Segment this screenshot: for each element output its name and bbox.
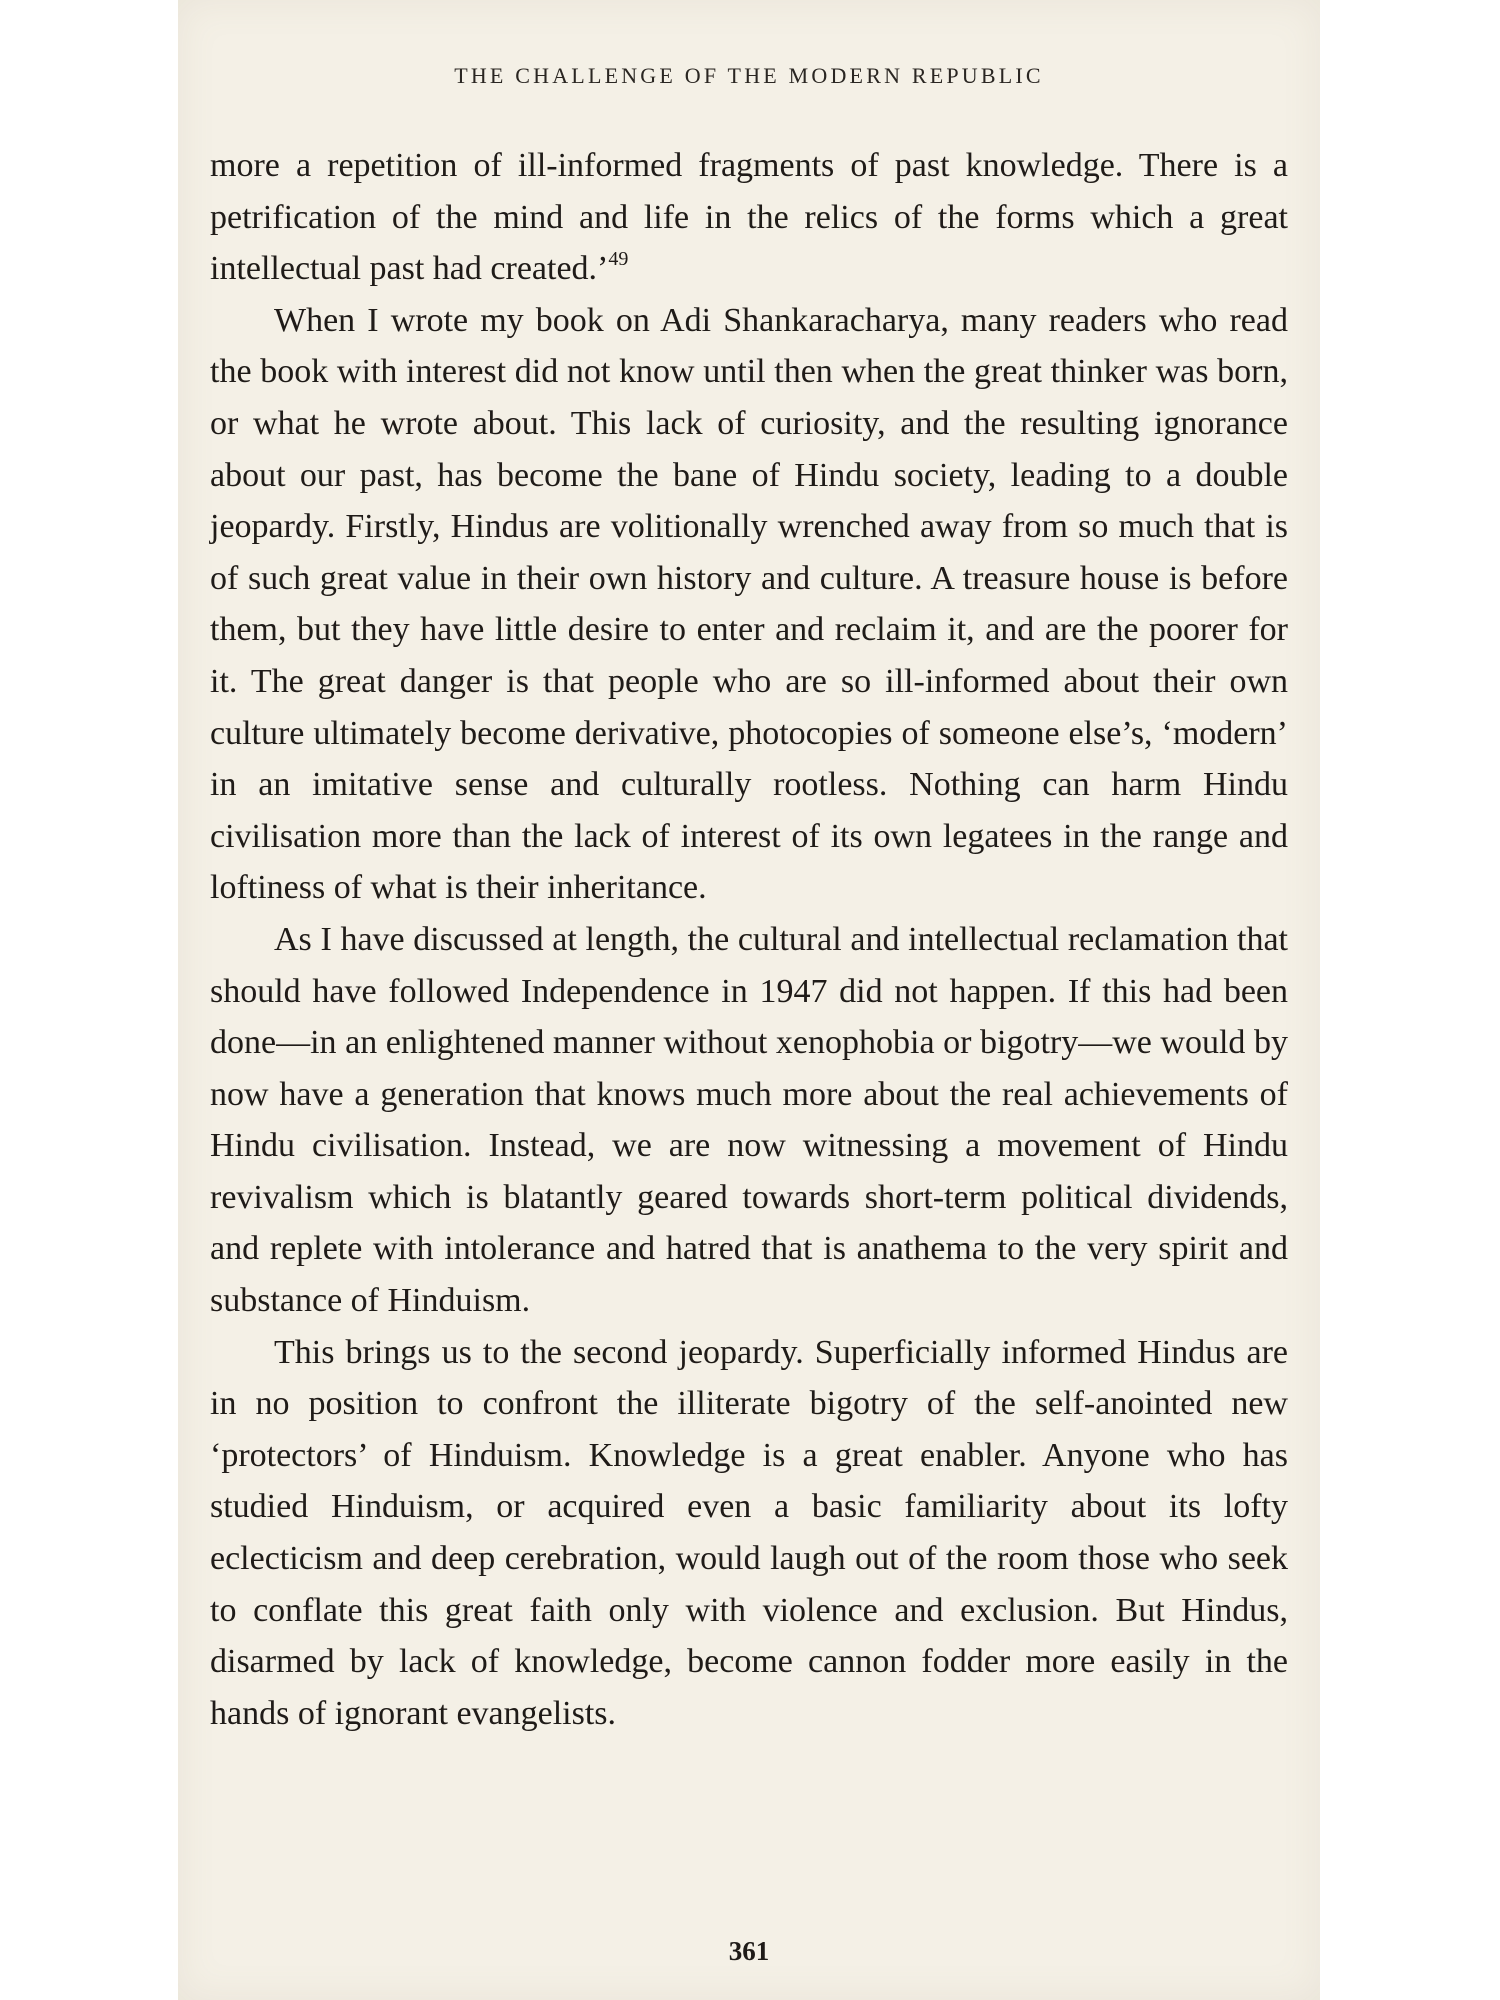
paragraph: When I wrote my book on Adi Shankaracharya, many readers who read the book with interest did not know until then when the great thinker was born, or what he wrote about. This lack of curiosity, and the resulting ignorance about our past, has become the bane of Hindu society, leading to a double jeopardy. Firstly, Hindus are volitionally wrenched away from so much that is of such great value in their own history and culture. A treasure house is before them, but they have little desire to enter and reclaim it, and are the poorer for it. The great danger is that people who are so ill-informed about their own culture ultimately become derivative, photocopies of someone else’s, ‘modern’ in an imitative sense and culturally rootless. Nothing can harm Hindu civilisation more than the lack of interest of its own legatees in the range and loftiness of what is their inheritance. [210,301,1288,907]
paragraph: This brings us to the second jeopardy. Superficially informed Hindus are in no position to confront the illiterate bigotry of the self-anointed new ‘protectors’ of Hinduism. Knowledge is a great enabler. Anyone who has studied Hinduism, or acquired even a basic familiarity about its lofty eclecticism and deep cerebration, would laugh out of the room those who seek to conflate this great faith only with violence and exclusion. But Hindus, disarmed by lack of knowledge, become cannon fodder more easily in the hands of ignorant evangelists. [210,1333,1288,1732]
paragraph-text: more a repetition of ill-informed fragments of past knowledge. There is a petrification of the mind and life in the relics of the forms which a great intellectual past had created.’ [210,147,1288,288]
running-head: THE CHALLENGE OF THE MODERN REPUBLIC [454,63,1044,88]
paragraph: As I have discussed at length, the cultural and intellectual reclamation that should have followed Independence in 1947 did not happen. If this had been done—in an enlightened manner without xenophobia or bigotry—we would by now have a generation that knows much more about the real achievements of Hindu civilisation. Instead, we are now witnessing a movement of Hindu revivalism which is blatantly geared towards short-term political dividends, and replete with intolerance and hatred that is anathema to the very spirit and substance of Hinduism. [210,920,1288,1320]
book-page [178,0,1320,2000]
body-text [210,140,1288,1739]
footnote-ref: 49 [608,248,629,271]
page-number: 361 [728,1936,770,1966]
paragraph-continued [210,140,1288,295]
